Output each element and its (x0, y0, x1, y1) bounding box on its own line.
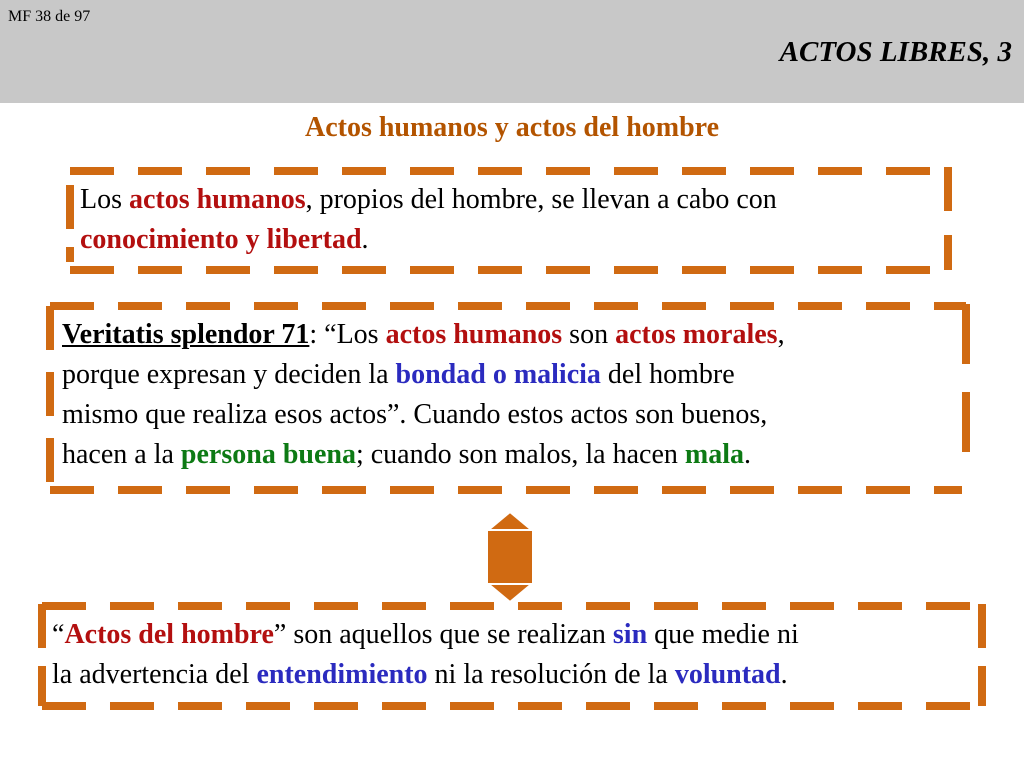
term-persona-buena: persona buena (180, 439, 356, 470)
slide-title: ACTOS LIBRES, 3 (779, 36, 1012, 68)
term-entendimiento: entendimiento (256, 659, 428, 690)
box1-line-2: conocimiento y libertad. (80, 224, 369, 255)
box2-text (62, 315, 962, 475)
term-actos-morales: actos morales (615, 319, 778, 350)
reference-veritatis: Veritatis splendor 71 (62, 319, 310, 350)
box3-line-2: la advertencia del entendimiento ni la resolución de la voluntad. (52, 659, 788, 690)
box3-line-1: “Actos del hombre” son aquellos que se realizan sin que medie ni (52, 619, 799, 650)
term-actos-humanos: actos humanos (385, 319, 563, 350)
box1-text (80, 180, 940, 260)
term-actos-humanos: actos humanos (129, 184, 306, 215)
box1-line-1: Los actos humanos, propios del hombre, se llevan a cabo con (80, 184, 777, 215)
term-actos-del-hombre: Actos del hombre (64, 619, 274, 650)
term-voluntad: voluntad (674, 659, 781, 690)
subtitle: Actos humanos y actos del hombre (304, 112, 720, 143)
box3-text (52, 615, 972, 695)
box2-line-2: porque expresan y deciden la bondad o malicia del hombre (62, 359, 735, 390)
term-conocimiento-libertad: conocimiento y libertad (80, 224, 362, 255)
box2-line-1: Veritatis splendor 71: “Los actos humanos son actos morales, (62, 319, 785, 350)
page-number: MF 38 de 97 (8, 8, 91, 25)
box2-line-3: mismo que realiza esos actos”. Cuando estos actos son buenos, (62, 399, 768, 430)
term-mala: mala (684, 439, 744, 470)
term-bondad-malicia: bondad o malicia (395, 359, 601, 390)
box2-line-4: hacen a la persona buena; cuando son malos, la hacen mala. (62, 439, 751, 470)
term-sin: sin (612, 619, 648, 650)
double-arrow-icon (486, 512, 534, 602)
